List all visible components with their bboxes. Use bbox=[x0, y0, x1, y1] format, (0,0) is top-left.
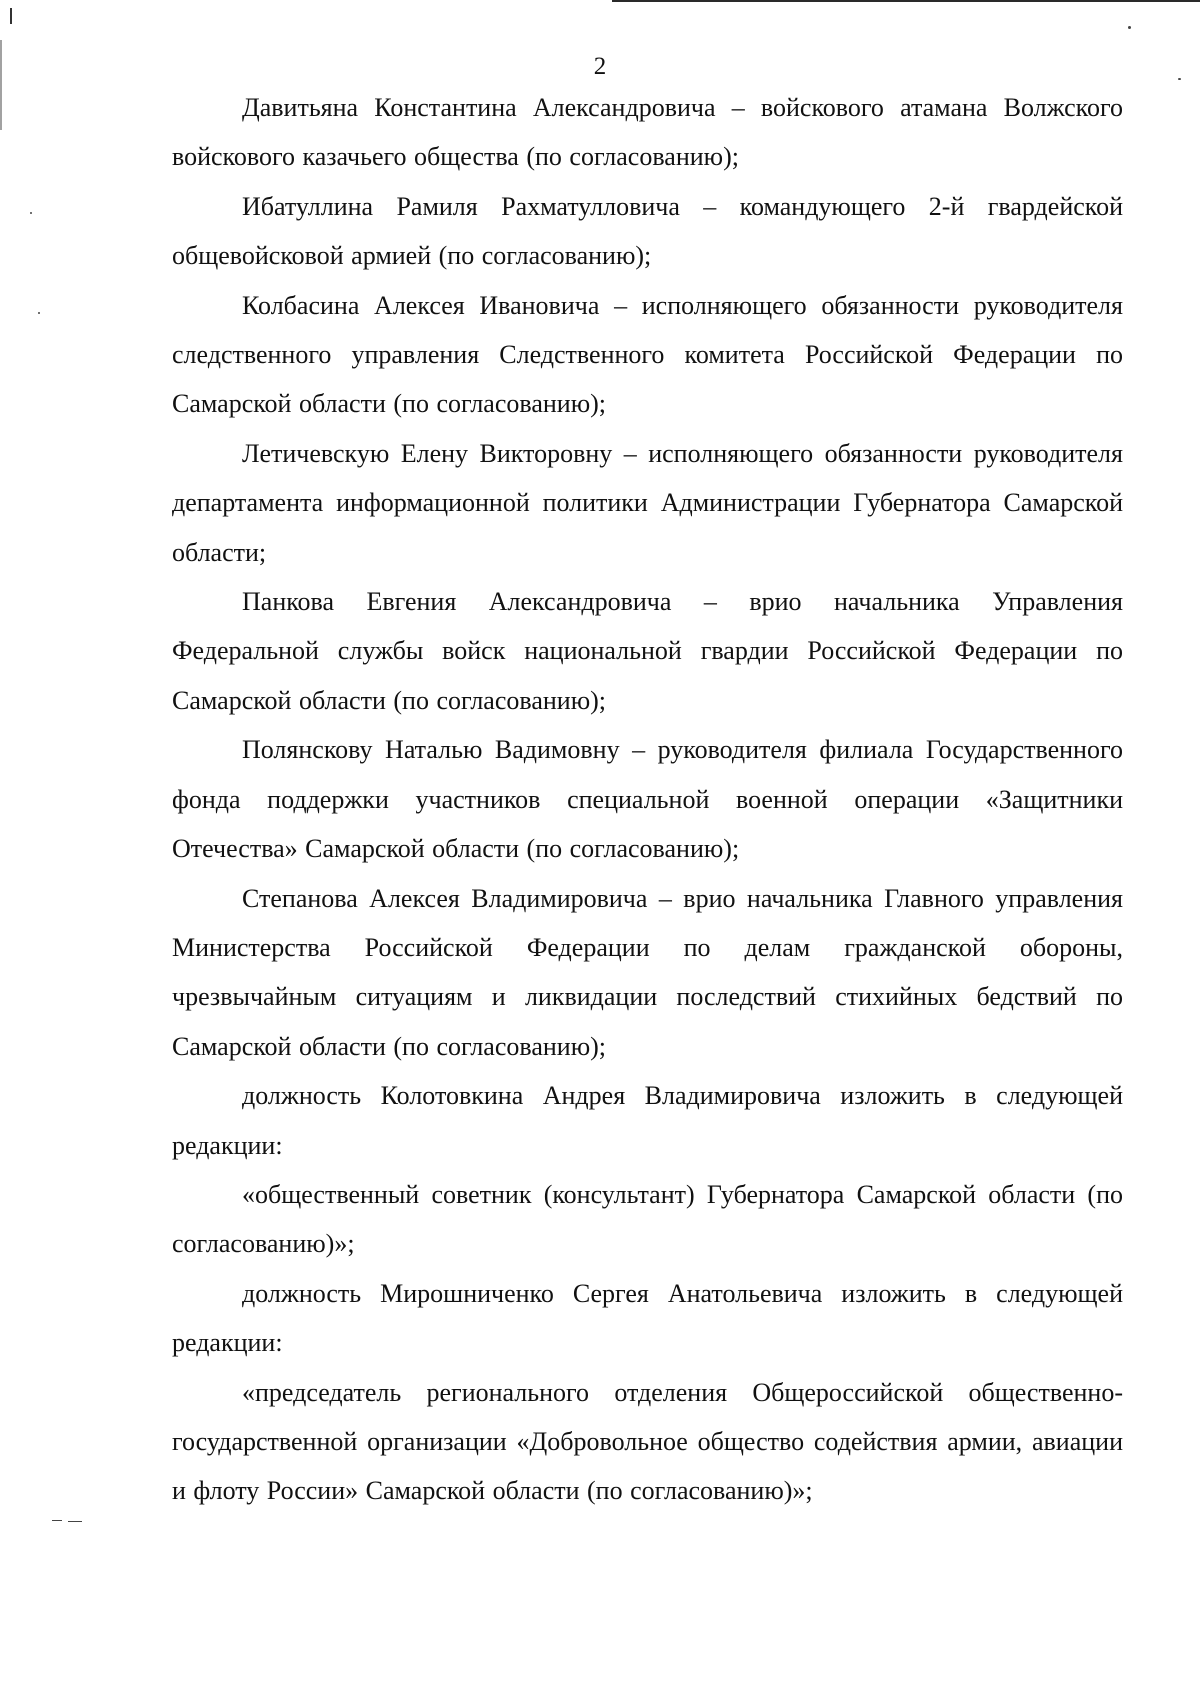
scan-top-rule bbox=[612, 0, 1200, 2]
body-paragraph: «председатель регионального отделения Общероссийской общественно-государственной организации «Добровольное общество содействия армии, авиации и флоту России» Самарской области (по согласованию)»; bbox=[172, 1377, 1123, 1506]
document-body bbox=[172, 83, 1123, 1516]
body-paragraph: Ибатуллина Рамиля Рахматулловича – командующего 2-й гвардейской общевойсковой армией (по согласованию); bbox=[172, 191, 1123, 271]
page-number: 2 bbox=[593, 53, 607, 80]
scan-speck bbox=[30, 212, 32, 214]
scan-speck bbox=[68, 1521, 82, 1522]
body-paragraph: должность Колотовкина Андрея Владимировича изложить в следующей редакции: bbox=[172, 1081, 1123, 1160]
body-paragraph: «общественный советник (консультант) Губернатора Самарской области (по согласованию)»; bbox=[172, 1179, 1123, 1259]
scan-edge-mark bbox=[10, 8, 12, 24]
body-paragraph: Давитьяна Константина Александровича – войскового атамана Волжского войскового казачьего общества (по согласованию); bbox=[172, 93, 1123, 172]
body-paragraph: Полянскову Наталью Вадимовну – руководителя филиала Государственного фонда поддержки участников специальной военной операции «Защитники Отечества» Самарской области (по согласованию); bbox=[172, 735, 1123, 864]
body-paragraph: Степанова Алексея Владимировича – врио начальника Главного управления Министерства Российской Федерации по делам гражданской обороны, чрезвычайным ситуациям и ликвидации последствий стихийных бедствий по Самарской области (по согласованию); bbox=[172, 883, 1123, 1061]
body-paragraph: Панкова Евгения Александровича – врио начальника Управления Федеральной службы войск национальной гвардии Российской Федерации по Самарской области (по согласованию); bbox=[172, 587, 1123, 715]
scan-speck bbox=[38, 312, 40, 314]
scan-speck bbox=[52, 1520, 62, 1521]
scan-speck bbox=[1128, 26, 1131, 29]
body-paragraph: Летичевскую Елену Викторовну – исполняющего обязанности руководителя департамента информационной политики Администрации Губернатора Самарской области; bbox=[172, 438, 1123, 567]
body-paragraph: Колбасина Алексея Ивановича – исполняющего обязанности руководителя следственного управления Следственного комитета Российской Федерации по Самарской области (по согласованию); bbox=[172, 290, 1123, 419]
body-paragraph: должность Мирошниченко Сергея Анатольевича изложить в следующей редакции: bbox=[172, 1278, 1123, 1358]
